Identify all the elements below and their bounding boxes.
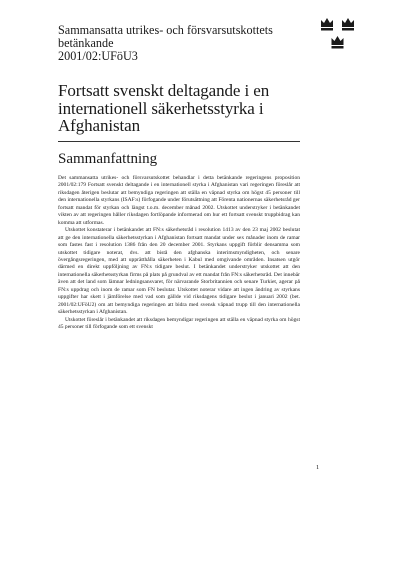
title-line-3: Afghanistan	[58, 116, 140, 135]
summary-body	[58, 175, 300, 332]
title-divider	[58, 141, 300, 142]
body-paragraph-1: Det sammansatta utrikes- och försvarsutskottet behandlar i detta betänkande regeringens proposition 2001/02:179 Fortsatt svenskt deltagande i en internationell styrka i Afghanistan vari regeringen föreslår att riksdagen återigen beslutar att bemyndiga regeringen att ställa en väpnad styrka om högst 45 personer till den internationella styrkans (ISAF:s) förfogande under förutsättning att Förenta nationernas säkerhetsråd ger fortsatt mandat för styrkan och längst t.o.m. december månad 2002. Utskottet understryker i betänkandet vikten av att regeringen håller riksdagen fortlöpande informerad om hur ett fortsatt svenskt truppbidrag kan komma att utformas.	[58, 175, 300, 226]
three-crowns-icon	[318, 16, 358, 52]
page-number: 1	[316, 464, 320, 471]
header-committee-line: Sammansatta utrikes- och försvarsutskottets	[58, 23, 273, 37]
header-report-type: betänkande	[58, 35, 114, 50]
title-line-1: Fortsatt svenskt deltagande i en	[58, 81, 270, 100]
document-title	[58, 82, 298, 135]
title-line-2: internationell säkerhetsstyrka i	[58, 98, 264, 118]
report-header	[58, 24, 278, 62]
header-report-number: 2001/02:UFöU3	[58, 48, 138, 63]
body-paragraph-2: Utskottet konstaterar i betänkandet att FN:s säkerhetsråd i resolution 1413 av den 23 maj 2002 beslutat att ge den internationella säkerhetsstyrkan i Afghanistan fortsatt mandat under sex månader inom de ramar som fastes fast i resolution 1386 från den 20 december 2001. Styrkans uppgift förblir densamma som utskottet tidigare noterat, dvs. att bistå den afghanska interimsmyndigheten, och senare övergångsregeringen, med att upprätthålla säkerheten i Kabul med omgivande områden. Insatsen utgör därmed en direkt uppföljning av FN:s tidigare beslut. I betänkandet understryker utskottet att den internationella säkerhetsstyrkan firms på plats på grundval av ett mandat från FN:s säkerhetsråd. Det innebär även att det land som lämnar ledningsansvaret, för närvarande Storbritannien och senare Turkiet, agerar på FN:s uppdrag och inom de ramar som FN beslutar. Utskottet noterar vidare att ingen ändring av styrkans uppgifter har skett i jämförelse med vad som gällde vid riksdagens tidigare beslut i januari 2002 (bet. 2001/02:UFöU2) om att bemyndiga regeringen att bidra med svensk väpnad trupp till den internationella säkerhetsstyrkan i Afghanistan.	[58, 227, 300, 316]
summary-heading: Sammanfattning	[58, 151, 158, 167]
body-paragraph-3: Utskottet föreslår i betänkandet att riksdagen bemyndigar regeringen att ställa en väpnad styrka om högst 45 personer till förfogande som ett svenskt	[58, 316, 300, 331]
